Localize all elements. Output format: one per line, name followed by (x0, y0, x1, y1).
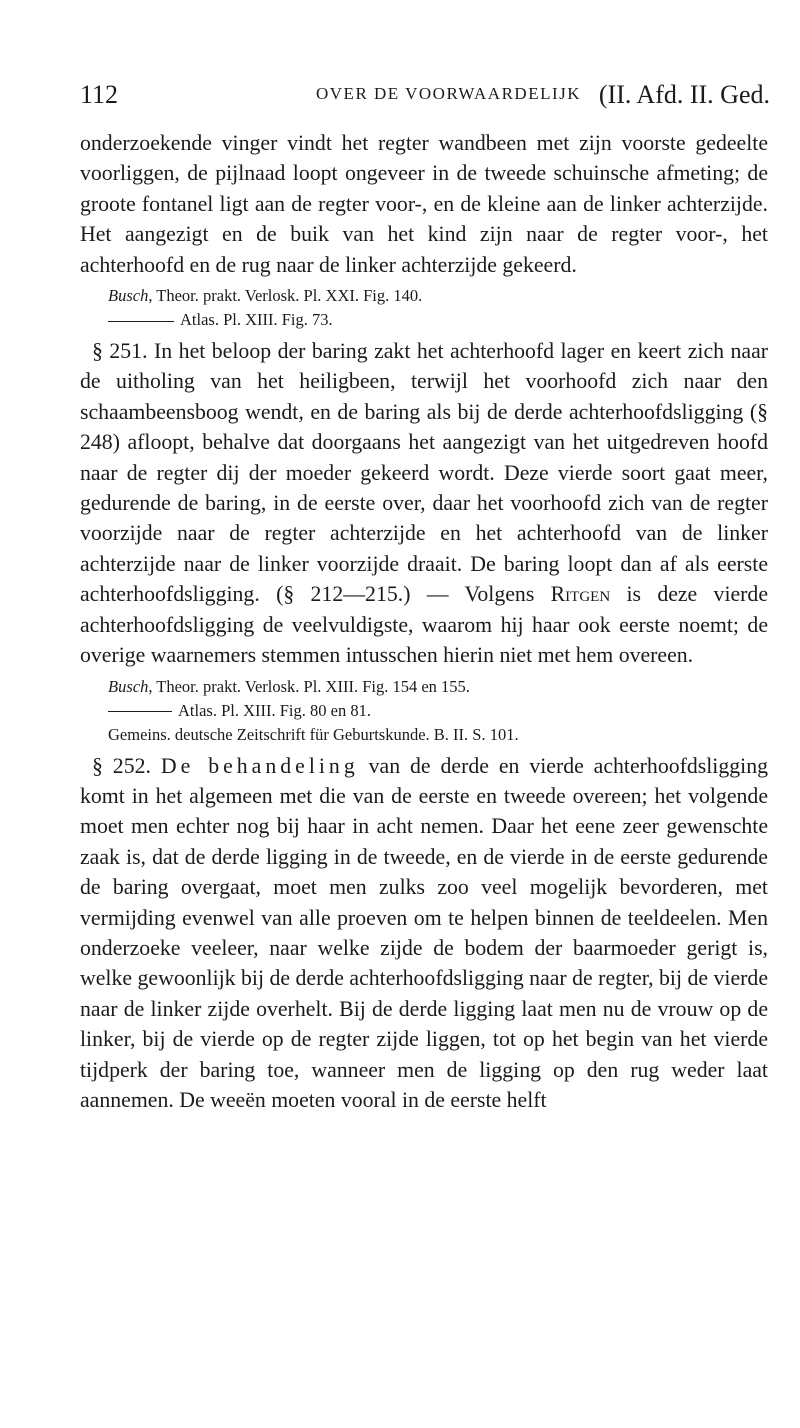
reference-line (108, 675, 768, 699)
section-251 (80, 336, 768, 670)
reference-author: Busch (108, 676, 149, 696)
reference-line (108, 723, 768, 747)
reference-author: Busch (108, 286, 149, 306)
section-text: van de derde en vierde achterhoofdsligging komt in het algemeen met die van de eerste en tweede overeen; het volgende moet men echter nog bij haar in acht nemen. Daar het eene zeer gewenschte zaak is, dat de derde ligging in de tweede, en de vierde in de eerste gedurende de baring overgaat, moet men zulks zoo veel mogelijk bevorderen, met vermijding evenwel van alle proeven om te helpen binnen de teeldeelen. Men onderzoeke veeleer, naar welke zijde de bodem der baarmoeder gerigt is, welke gewoonlijk bij de derde achterhoofdsligging naar de regter, bij de vierde naar de linker zijde overhelt. Bij de derde ligging laat men nu de vrouw op de linker, bij de vierde op de regter zijde liggen, tot op het begin van het vierde tijdperk der baring toe, wanneer men de ligging op den rug weder laat aannemen. De weeën moeten vooral in de eerste helft (80, 753, 769, 1112)
reference-text: Atlas. Pl. XIII. Fig. 80 en 81. (178, 700, 371, 720)
section-text: In het beloop der baring zakt het achterhoofd lager en keert zich naar de uitholing van het heiligbeen, terwijl het voorhoofd zich naar den schaambeensboog wendt, en de baring als bij de derde achterhoofdsligging (§ 248) afloopt, behalve dat doorgaans het aangezigt van het uitgedreven hoofd naar de regter dij der moeder gekeerd wordt. Deze vierde soort gaat meer, gedurende de baring, in de eerste over, daar het voorhoofd zich van de regter voorzijde naar de regter achterzijde en het achterhoofd van de linker achterzijde naar de linker voorzijde draait. De baring loopt dan af als eerste achterhoofdsligging. (§ 212—215.) — Volgens (80, 339, 769, 607)
ditto-dash (108, 711, 172, 712)
section-252 (80, 751, 768, 1116)
section-keyword: De behandeling (160, 753, 359, 778)
reference-line (108, 308, 768, 332)
page-number: 112 (80, 80, 119, 109)
reference-block-2 (108, 675, 768, 747)
page-body (80, 128, 768, 1115)
ditto-dash (108, 321, 174, 322)
paragraph-continuation: onderzoekende vinger vindt het regter wandbeen met zijn voorste gedeelte voorliggen, de pijlnaad loopt ongeveer in de tweede schuinsche afmeting; de groote fontanel ligt aan de regter voor-, en de kleine aan de linker achterzijde. Het aangezigt en de buik van het kind zijn naar de regter voor-, het achterhoofd en de rug naar de linker achterzijde gekeerd. (80, 131, 768, 277)
section-reference: (II. Afd. II. Ged. (598, 80, 770, 109)
section-number: § 251. (92, 339, 148, 364)
reference-text: Atlas. Pl. XIII. Fig. 73. (180, 310, 333, 330)
section-text: is deze vierde achterhoofdsligging de veelvuldigste, waarom hij haar ook eerste noemt; de overige waarnemers stemmen intusschen hierin niet met hem overeen. (80, 582, 769, 668)
reference-text: , Theor. prakt. Verlosk. Pl. XIII. Fig. 154 en 155. (148, 676, 470, 696)
page-header (80, 80, 770, 120)
section-number: § 252. (92, 753, 151, 778)
reference-line (108, 699, 768, 723)
reference-block-1 (108, 284, 768, 332)
reference-line (108, 284, 768, 308)
running-title: OVER DE VOORWAARDELIJK (316, 84, 582, 103)
reference-text: , Theor. prakt. Verlosk. Pl. XXI. Fig. 140. (148, 286, 423, 306)
reference-text: Gemeins. deutsche Zeitschrift für Geburtskunde. B. II. S. 101. (108, 724, 519, 744)
author-name: Ritgen (550, 582, 611, 607)
